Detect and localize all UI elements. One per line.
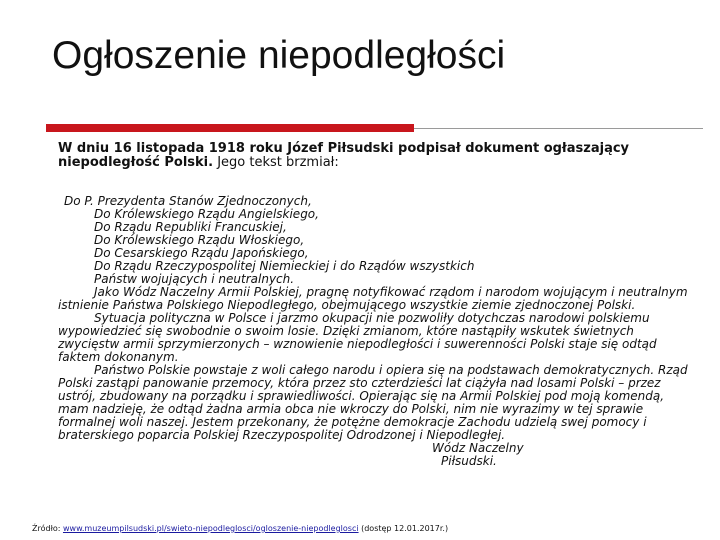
salutation-line: Do Rządu Republiki Francuskiej, — [94, 220, 287, 234]
access-date: (dostęp 12.01.2017r.) — [358, 524, 449, 533]
signature-title: Wódz Naczelny — [432, 441, 524, 455]
letter-paragraph — [58, 364, 688, 442]
title-accent-bar — [46, 124, 414, 132]
source-link[interactable]: www.muzeumpilsudski.pl/swieto-niepodleglosci/ogloszenie-niepodleglosci — [62, 524, 359, 533]
source-label: Źródło: — [32, 524, 63, 533]
letter-paragraph — [58, 312, 688, 364]
letter-paragraph-text: Jako Wódz Naczelny Armii Polskiej, pragnę notyfikować rządom i narodom wojującym i neutralnym istnienie Państwa Polskiego Niepodległego, obejmującego wszystkie ziemie zjednoczonej Polski. — [58, 285, 688, 312]
intro-normal-text: Jego tekst brzmiał: — [213, 155, 339, 170]
intro-paragraph — [58, 142, 688, 170]
intro-bold-text: W dniu 16 listopada 1918 roku Józef Piłsudski podpisał dokument ogłaszający niepodległość Polski. — [58, 141, 630, 170]
salutation-line: Do Rządu Rzeczypospolitej Niemieckiej i do Rządów wszystkich — [94, 259, 475, 273]
letter-paragraph — [58, 286, 688, 312]
page-title: Ogłoszenie niepodległości — [52, 34, 506, 77]
salutation-line: Do Królewskiego Rządu Angielskiego, — [94, 207, 319, 221]
salutation-line: Do Cesarskiego Rządu Japońskiego, — [94, 246, 309, 260]
salutation-line: Państw wojujących i neutralnych. — [94, 272, 295, 286]
proclamation-letter — [58, 195, 688, 468]
salutation-line: Do P. Prezydenta Stanów Zjednoczonych, — [64, 194, 312, 208]
letter-paragraph-text: Sytuacja polityczna w Polsce i jarzmo okupacji nie pozwoliły dotychczas narodowi polskiemu wypowiedzieć się swobodnie o swoim losie. Dzięki zmianom, które nastąpiły wskutek świetnych zwycięstw armii sprzymierzonych – wznowienie niepodległości i suwerenności Polski staje się odtąd faktem dokonanym. — [58, 311, 657, 364]
letter-paragraph-text: Państwo Polskie powstaje z woli całego narodu i opiera się na podstawach demokratycznych. Rząd Polski zastąpi panowanie przemocy, która przez sto czterdzieści lat ciążyła nad losami Polski – przez ustrój, zbudowany na porządku i sprawiedliwości. Opierając się na Armii Polskiej pod moją komendą, mam nadzieję, że odtąd żadna armia obca nie wkroczy do Polski, nim nie wyrazimy w tej sprawie formalnej woli naszej. Jestem przekonany, że potężne demokracje Zachodu udzielą swej pomocy i braterskiego poparcia Polskiej Rzeczypospolitej Odrodzonej i Niepodległej. — [58, 363, 688, 442]
salutation-line: Do Królewskiego Rządu Włoskiego, — [94, 233, 305, 247]
signature-name: Piłsudski. — [441, 454, 497, 468]
source-footer — [32, 524, 448, 534]
